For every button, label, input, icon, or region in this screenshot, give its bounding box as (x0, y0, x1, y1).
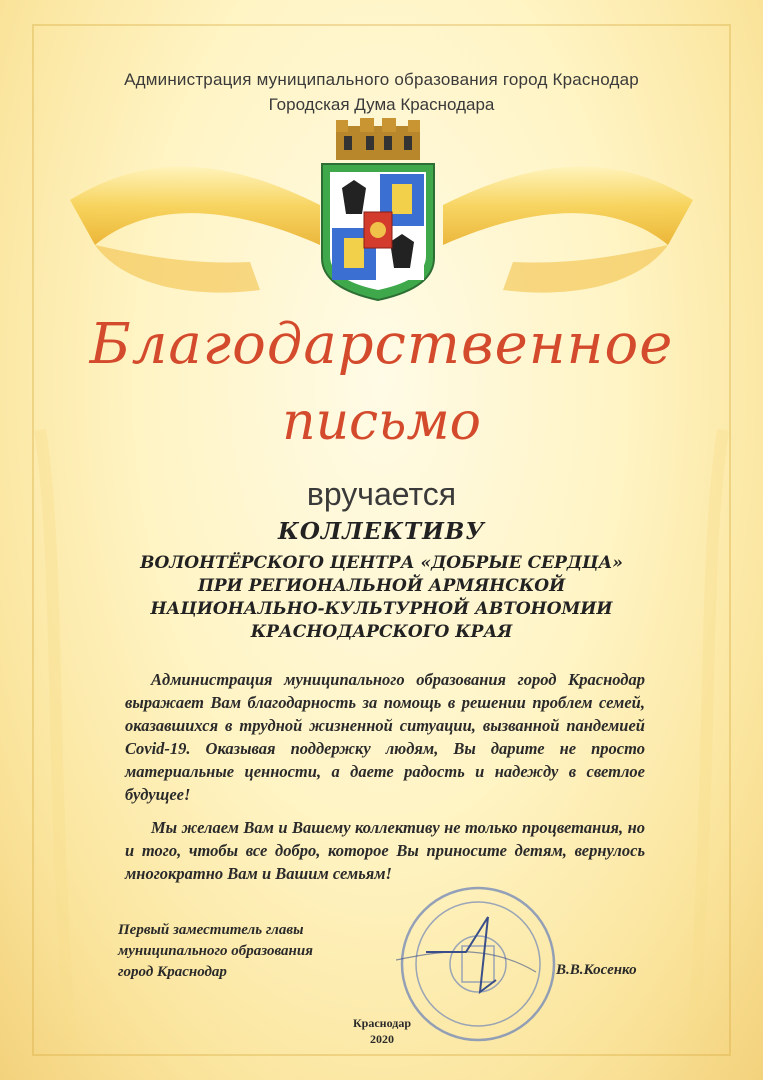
title-line-2: письмо (282, 392, 481, 452)
signatory-title-line-3: город Краснодар (118, 964, 227, 980)
issuer-administration: Администрация муниципального образования город Краснодар (124, 70, 639, 89)
recipient-line-1: ВОЛОНТЁРСКОГО ЦЕНТРА «ДОБРЫЕ СЕРДЦА» (140, 553, 623, 573)
title-line-1: Благодарственное (89, 312, 674, 377)
issuer-city-duma: Городская Дума Краснодара (268, 95, 495, 114)
coat-of-arms-icon (314, 118, 442, 303)
recipient-line-4: КРАСНОДАРСКОГО КРАЯ (250, 622, 513, 642)
footer-year: 2020 (370, 1032, 394, 1046)
awarded-to-label: вручается (306, 476, 457, 512)
signatory-title (118, 920, 313, 983)
body-paragraph-1: Администрация муниципального образования город Краснодар выражает Вам благодарность за помощь в решении проблем семей, оказавшихся в трудной жизненной ситуации, вызванной пандемией Covid-19. Оказывая поддержку людям, Вы дарите не просто материальные ценности, а даете радость и надежду в светлое будущее! (125, 670, 645, 804)
signatory-title-line-1: Первый заместитель главы (118, 922, 304, 938)
footer-city: Краснодар (352, 1016, 411, 1030)
body-paragraph-2: Мы желаем Вам и Вашему коллективу не только процветания, но и того, чтобы все добро, которое Вы приносите детям, вернулось многократно Вам и Вашим семьям! (125, 818, 645, 883)
signatory-title-line-2: муниципального образования (118, 943, 313, 959)
recipient-line-0: КОЛЛЕКТИВУ (277, 518, 486, 545)
signatory-name: В.В.Косенко (556, 962, 637, 978)
recipient-line-2: ПРИ РЕГИОНАЛЬНОЙ АРМЯНСКОЙ (197, 576, 566, 596)
recipient-line-3: НАЦИОНАЛЬНО-КУЛЬТУРНОЙ АВТОНОМИИ (150, 599, 613, 619)
